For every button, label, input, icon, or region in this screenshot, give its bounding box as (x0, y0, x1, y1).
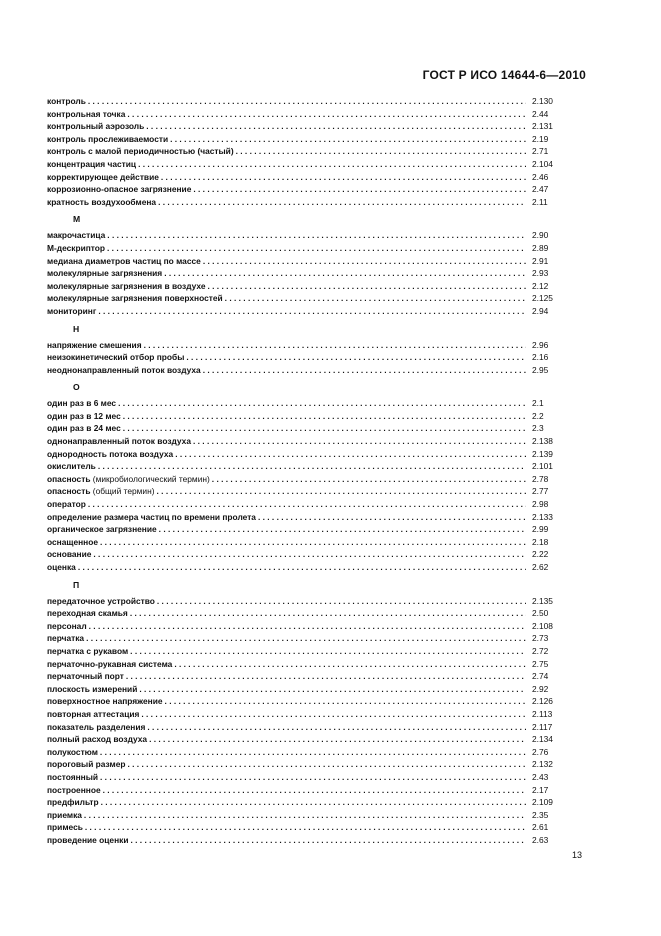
entry-reference: 2.46 (532, 171, 549, 182)
dot-leader (159, 523, 526, 536)
entry-term (47, 683, 139, 696)
entry-term (47, 397, 118, 410)
dot-leader (98, 460, 526, 473)
index-entry (47, 670, 570, 683)
entry-term (47, 460, 98, 473)
dot-leader (203, 255, 526, 268)
dot-leader (130, 645, 526, 658)
entry-reference: 2.98 (532, 499, 549, 510)
entry-term-text: однонаправленный поток воздуха (47, 436, 191, 447)
dot-leader (157, 485, 526, 498)
entry-term-text: построенное (47, 784, 101, 795)
entry-reference: 2.16 (532, 352, 549, 363)
dot-leader (158, 196, 526, 209)
entry-term (47, 607, 130, 620)
dot-leader (212, 473, 526, 486)
entry-term (47, 448, 175, 461)
entry-reference: 2.138 (532, 436, 553, 447)
entry-reference: 2.19 (532, 133, 549, 144)
index-entry (47, 721, 570, 734)
dot-leader (85, 821, 526, 834)
entry-term-text: неоднонаправленный поток воздуха (47, 364, 201, 375)
index-entry (47, 498, 570, 511)
entry-term (47, 280, 207, 293)
dot-leader (164, 267, 526, 280)
dot-leader (174, 658, 526, 671)
dot-leader (127, 758, 526, 771)
entry-term (47, 183, 193, 196)
entry-term-text: передаточное устройство (47, 595, 155, 606)
entry-term (47, 498, 88, 511)
entry-term (47, 620, 89, 633)
entry-term-text: один раз в 6 мес (47, 398, 117, 409)
dot-leader (88, 498, 526, 511)
entry-term (47, 695, 165, 708)
section-letter: Н (73, 323, 80, 334)
index-entry (47, 448, 570, 461)
index-entry (47, 145, 570, 158)
entry-term (47, 536, 100, 549)
index-entry (47, 460, 570, 473)
entry-reference: 2.126 (532, 696, 553, 707)
entry-term-text: молекулярные загрязнения поверхностей (47, 293, 223, 304)
entry-term-text: медиана диаметров частиц по массе (47, 255, 201, 266)
dot-leader (144, 339, 526, 352)
entry-term (47, 229, 107, 242)
dot-leader (88, 95, 526, 108)
entry-reference: 2.73 (532, 633, 549, 644)
index-entry (47, 196, 570, 209)
entry-term-text: поверхностное напряжение (47, 696, 163, 707)
index-entry (47, 351, 570, 364)
entry-term (47, 821, 85, 834)
entry-reference: 2.43 (532, 771, 549, 782)
entry-term-text: перчатка (47, 633, 85, 644)
entry-term-text: персонал (47, 620, 87, 631)
index-entry (47, 280, 570, 293)
entry-reference: 2.94 (532, 305, 549, 316)
entry-term-text: опасность (47, 473, 91, 484)
entry-reference: 2.11 (532, 196, 548, 207)
entry-reference: 2.17 (532, 784, 549, 795)
entry-term-text: полный расход воздуха (47, 734, 148, 745)
entry-term (47, 796, 101, 809)
entry-reference: 2.108 (532, 620, 553, 631)
entry-term-text: полукостюм (47, 746, 98, 757)
entry-reference: 2.109 (532, 797, 553, 808)
index-entry (47, 821, 570, 834)
entry-term-text: пороговый размер (47, 759, 126, 770)
index-entry (47, 523, 570, 536)
index-entry (47, 620, 570, 633)
index-entry (47, 683, 570, 696)
index-entry (47, 834, 570, 847)
page-number: 13 (571, 850, 582, 860)
index-entry (47, 511, 570, 524)
entry-term (47, 351, 186, 364)
entry-term-text: плоскость измерений (47, 683, 138, 694)
entry-term (47, 242, 107, 255)
index-entry (47, 108, 570, 121)
entry-term-text: неизокинетический отбор пробы (47, 352, 185, 363)
entry-reference: 2.91 (532, 255, 549, 266)
dot-leader (146, 120, 526, 133)
entry-term (47, 548, 93, 561)
index-entry (47, 410, 570, 423)
index-entry (47, 305, 570, 318)
entry-term-text: окислитель (47, 461, 96, 472)
entry-reference: 2.1 (532, 398, 544, 409)
entry-term (47, 410, 123, 423)
dot-leader (141, 708, 526, 721)
entry-term (47, 645, 130, 658)
entry-term (47, 95, 88, 108)
dot-leader (147, 721, 526, 734)
entry-term-text: перчатка с рукавом (47, 645, 129, 656)
entry-reference: 2.62 (532, 562, 549, 572)
dot-leader (107, 229, 526, 242)
dot-leader (100, 746, 526, 759)
index-entry (47, 695, 570, 708)
entry-term (47, 595, 157, 608)
index-entry (47, 771, 570, 784)
entry-term (47, 473, 212, 486)
dot-leader (193, 435, 526, 448)
index-entry (47, 267, 570, 280)
dot-leader (98, 305, 526, 318)
entry-reference: 2.131 (532, 121, 553, 132)
index-entry (47, 485, 570, 498)
entry-term (47, 145, 236, 158)
entry-reference: 2.134 (532, 734, 553, 745)
entry-term (47, 305, 98, 318)
entry-reference: 2.89 (532, 242, 549, 253)
entry-term-text: контроль (47, 96, 86, 106)
entry-reference: 2.139 (532, 448, 553, 459)
dot-leader (193, 183, 526, 196)
entry-reference: 2.22 (532, 549, 549, 560)
entry-term (47, 784, 103, 797)
index-entry (47, 158, 570, 171)
index-entry (47, 133, 570, 146)
entry-term (47, 658, 174, 671)
index-entry (47, 183, 570, 196)
index-entry (47, 809, 570, 822)
entry-term-text: показатель разделения (47, 721, 146, 732)
dot-leader (78, 561, 526, 574)
entry-term (47, 422, 123, 435)
entry-term-text: определение размера частиц по времени пролета (47, 511, 256, 522)
dot-leader (130, 607, 526, 620)
dot-leader (126, 670, 526, 683)
entry-term (47, 771, 100, 784)
entry-term (47, 758, 127, 771)
entry-term-text: контроль с малой периодичностью (частый) (47, 146, 234, 157)
index-entry (47, 397, 570, 410)
index-entry (47, 632, 570, 645)
index-entry (47, 364, 570, 377)
entry-reference: 2.76 (532, 746, 549, 757)
entry-term-text: повторная аттестация (47, 708, 140, 719)
entry-term (47, 708, 141, 721)
dot-leader (123, 422, 526, 435)
entry-term (47, 733, 149, 746)
index-entry (47, 339, 570, 352)
entry-term (47, 158, 138, 171)
dot-leader (203, 364, 526, 377)
index-entry (47, 229, 570, 242)
entry-term (47, 721, 147, 734)
entry-reference: 2.90 (532, 230, 549, 241)
dot-leader (101, 796, 526, 809)
dot-leader (130, 834, 526, 847)
entry-reference: 2.132 (532, 759, 553, 770)
entry-reference: 2.92 (532, 683, 549, 694)
index-entry (47, 292, 570, 305)
dot-leader (258, 511, 526, 524)
entry-term-text: перчаточный порт (47, 671, 124, 682)
entry-term-text: макрочастица (47, 230, 106, 241)
dot-leader (207, 280, 526, 293)
index-entry (47, 536, 570, 549)
entry-reference: 2.93 (532, 268, 549, 279)
entry-reference: 2.74 (532, 671, 549, 682)
entry-term-text: молекулярные загрязнения в воздухе (47, 280, 206, 291)
section-letter: М (73, 214, 81, 225)
index-entry (47, 595, 570, 608)
entry-term (47, 632, 86, 645)
dot-leader (93, 548, 526, 561)
entry-term-text: коррозионно-опасное загрязнение (47, 184, 192, 195)
entry-term-text: органическое загрязнение (47, 524, 157, 535)
entry-term (47, 435, 193, 448)
index-entry (47, 645, 570, 658)
entry-term (47, 120, 146, 133)
entry-term-text: примесь (47, 822, 83, 833)
dot-leader (186, 351, 526, 364)
entry-term (47, 108, 127, 121)
entry-reference: 2.12 (532, 280, 549, 291)
entry-term (47, 809, 84, 822)
term-index (47, 95, 570, 846)
dot-leader (118, 397, 526, 410)
entry-term-text: мониторинг (47, 305, 97, 316)
entry-reference: 2.95 (532, 364, 549, 375)
entry-term-text: перчаточно-рукавная система (47, 658, 173, 669)
entry-reference: 2.133 (532, 511, 553, 522)
entry-reference: 2.117 (532, 721, 553, 732)
entry-reference: 2.61 (532, 822, 549, 833)
index-entry (47, 120, 570, 133)
entry-term-text: контрольный аэрозоль (47, 121, 145, 132)
entry-note: (общий термин) (92, 486, 155, 497)
entry-term (47, 834, 130, 847)
entry-term-text: концентрация частиц (47, 158, 137, 169)
index-entry (47, 607, 570, 620)
entry-reference: 2.99 (532, 524, 549, 535)
entry-term-text: оснащенное (47, 536, 98, 547)
index-entry (47, 242, 570, 255)
entry-term-text: опасность (47, 486, 91, 497)
entry-term-text: М-дескриптор (47, 242, 106, 253)
entry-term-text: проведение оценки (47, 834, 129, 845)
index-entry (47, 733, 570, 746)
dot-leader (86, 632, 526, 645)
dot-leader (149, 733, 526, 746)
entry-term (47, 746, 100, 759)
index-entry (47, 473, 570, 486)
entry-reference: 2.71 (532, 146, 549, 157)
entry-reference: 2.125 (532, 293, 553, 304)
entry-term-text: однородность потока воздуха (47, 448, 174, 459)
entry-term (47, 339, 144, 352)
index-entry (47, 708, 570, 721)
entry-reference: 2.50 (532, 608, 549, 619)
section-letter: О (73, 382, 80, 393)
dot-leader (107, 242, 526, 255)
entry-term-text: предфильтр (47, 797, 99, 808)
dot-leader (161, 171, 526, 184)
dot-leader (170, 133, 526, 146)
dot-leader (103, 784, 526, 797)
dot-leader (139, 683, 526, 696)
entry-reference: 2.101 (532, 461, 553, 472)
dot-leader (225, 292, 526, 305)
entry-term-text: постоянный (47, 771, 99, 782)
entry-reference: 2.104 (532, 158, 553, 169)
entry-reference: 2.44 (532, 108, 549, 119)
entry-reference: 2.113 (532, 708, 553, 719)
entry-term-text: основание (47, 549, 92, 560)
entry-term (47, 364, 203, 377)
dot-leader (84, 809, 526, 822)
entry-reference: 2.18 (532, 536, 549, 547)
entry-reference: 2.135 (532, 595, 553, 606)
entry-term-text: переходная скамья (47, 608, 128, 619)
dot-leader (157, 595, 526, 608)
dot-leader (236, 145, 526, 158)
entry-term (47, 292, 225, 305)
entry-term (47, 485, 157, 498)
entry-term-text: напряжение смешения (47, 339, 142, 350)
entry-term-text: оценка (47, 562, 76, 572)
entry-reference: 2.35 (532, 809, 549, 820)
dot-leader (175, 448, 526, 461)
entry-term-text: один раз в 24 мес (47, 423, 121, 434)
entry-term-text: оператор (47, 499, 86, 510)
dot-leader (165, 695, 526, 708)
index-entry (47, 95, 570, 108)
entry-term (47, 196, 158, 209)
entry-reference: 2.96 (532, 339, 549, 350)
entry-term-text: контроль прослеживаемости (47, 133, 169, 144)
entry-reference: 2.47 (532, 184, 549, 195)
entry-term (47, 670, 126, 683)
document-header: ГОСТ Р ИСО 14644-6—2010 (422, 68, 586, 82)
index-entry (47, 435, 570, 448)
index-entry (47, 561, 570, 574)
entry-term (47, 561, 78, 574)
index-entry (47, 255, 570, 268)
index-entry (47, 422, 570, 435)
dot-leader (127, 108, 526, 121)
entry-reference: 2.2 (532, 410, 544, 421)
entry-reference: 2.63 (532, 834, 549, 845)
entry-term (47, 511, 258, 524)
entry-reference: 2.77 (532, 486, 549, 497)
entry-term-text: один раз в 12 мес (47, 410, 121, 421)
entry-term-text: контрольная точка (47, 108, 126, 119)
index-entry (47, 796, 570, 809)
index-entry (47, 784, 570, 797)
entry-reference: 2.72 (532, 645, 549, 656)
index-entry (47, 758, 570, 771)
entry-term-text: корректирующее действие (47, 171, 159, 182)
entry-reference: 2.75 (532, 658, 549, 669)
index-entry (47, 658, 570, 671)
index-entry (47, 548, 570, 561)
index-entry (47, 746, 570, 759)
dot-leader (138, 158, 526, 171)
dot-leader (89, 620, 526, 633)
entry-term-text: молекулярные загрязнения (47, 268, 163, 279)
entry-term (47, 523, 159, 536)
entry-term (47, 133, 170, 146)
dot-leader (100, 536, 526, 549)
dot-leader (123, 410, 526, 423)
entry-reference: 2.78 (532, 473, 549, 484)
section-letter: П (73, 579, 80, 590)
entry-term (47, 171, 161, 184)
entry-term (47, 267, 164, 280)
entry-note: (микробиологический термин) (92, 473, 210, 484)
dot-leader (100, 771, 526, 784)
index-entry (47, 171, 570, 184)
entry-term-text: приемка (47, 809, 82, 820)
entry-reference: 2.130 (532, 96, 553, 106)
entry-term (47, 255, 203, 268)
entry-reference: 2.3 (532, 423, 544, 434)
entry-term-text: кратность воздухообмена (47, 196, 157, 207)
